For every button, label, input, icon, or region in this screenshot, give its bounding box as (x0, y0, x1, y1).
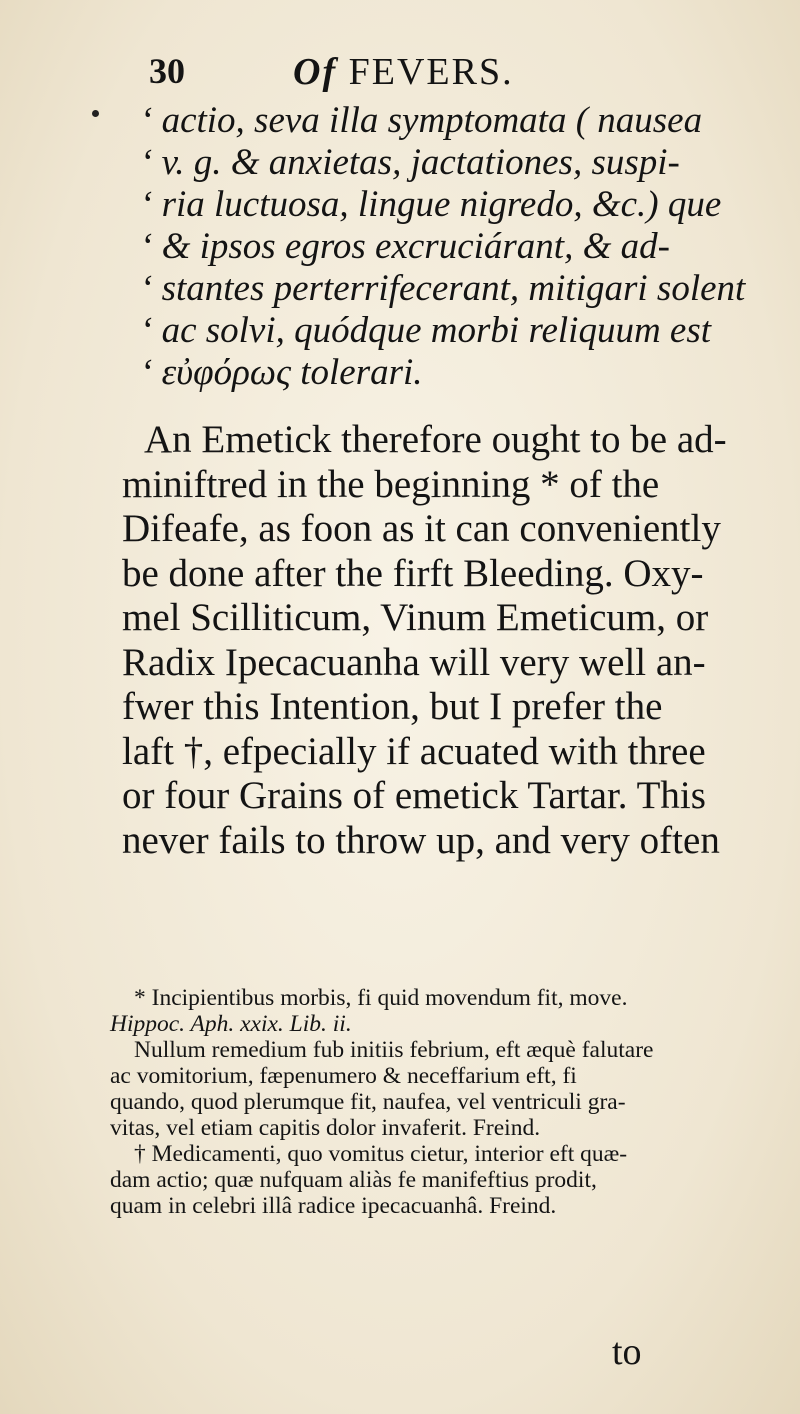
page-header (145, 50, 665, 98)
text-line: Difeafe, as foon as it can conveniently (122, 507, 721, 550)
catchword: to (612, 1331, 642, 1373)
footnotes (110, 985, 790, 1219)
footnote-line: Hippoc. Aph. xxix. Lib. ii. (110, 1011, 352, 1037)
text-line: mel Scilliticum, Vinum Emeticum, or (122, 596, 709, 639)
page-number: 30 (149, 51, 185, 91)
running-head (293, 50, 514, 94)
quote-line: ‘ actio, seva illa symptomata ( nausea (140, 100, 703, 141)
text-line: or four Grains of emetick Tartar. This (122, 774, 706, 817)
footnote-line: quando, quod plerumque fit, naufea, vel ventriculi gra- (110, 1089, 626, 1115)
main-text (122, 418, 782, 863)
margin-dot (92, 110, 99, 117)
footnote-line: vitas, vel etiam capitis dolor invaferit. Freind. (110, 1115, 541, 1141)
text-line: laft †, efpecially if acuated with three (122, 729, 706, 773)
latin-quotation (140, 100, 780, 394)
text-line: be done after the firft Bleeding. Oxy- (122, 551, 704, 595)
quote-line: ‘ ria luctuosa, lingue nigredo, &c.) que (140, 184, 722, 225)
running-head-title: FEVERS. (348, 51, 514, 93)
footnote-line: ac vomitorium, fæpenumero & neceffarium eft, fi (110, 1063, 577, 1089)
quote-line: ‘ stantes perterrifecerant, mitigari solent (140, 268, 746, 309)
text-line: fwer this Intention, but I prefer the (122, 685, 663, 728)
footnote-line: quam in celebri illâ radice ipecacuanhâ. Freind. (110, 1193, 557, 1219)
footnote-line: * Incipientibus morbis, fi quid movendum fit, move. (134, 985, 628, 1011)
text-line: Radix Ipecacuanha will very well an- (122, 640, 706, 684)
footnote-line: † Medicamenti, quo vomitus cietur, interior eft quæ- (134, 1141, 628, 1167)
footnote-line: dam actio; quæ nufquam aliàs fe manifeftius prodit, (110, 1167, 597, 1193)
text-line: miniftred in the beginning * of the (122, 462, 660, 506)
text-line: An Emetick therefore ought to be ad- (144, 418, 727, 461)
running-head-of: Of (293, 51, 338, 93)
text-line: never fails to throw up, and very often (122, 818, 720, 862)
quote-line: ‘ & ipsos egros excruciárant, & ad- (140, 226, 670, 267)
quote-line: ‘ εὐφόρως tolerari. (140, 352, 423, 393)
quote-line: ‘ ac solvi, quódque morbi reliquum est (140, 310, 712, 351)
quote-line: ‘ v. g. & anxietas, jactationes, suspi- (140, 142, 680, 183)
footnote-line: Nullum remedium fub initiis febrium, eft æquè falutare (134, 1037, 654, 1063)
